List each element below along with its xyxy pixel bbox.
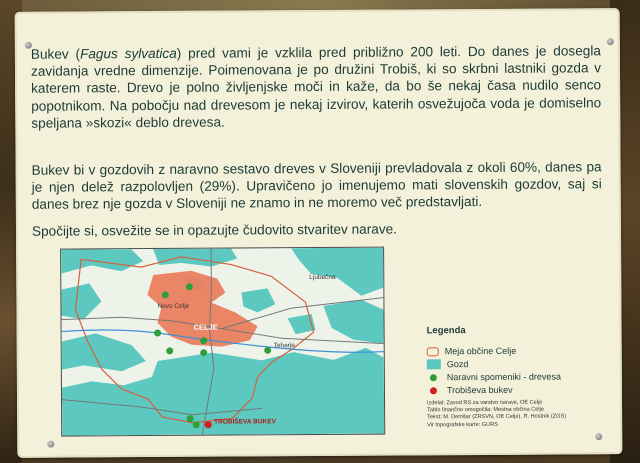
intro-paragraph bbox=[31, 42, 602, 131]
legend-item-monument-trees bbox=[427, 371, 561, 384]
screw-icon bbox=[595, 433, 602, 440]
screw-icon bbox=[607, 38, 614, 45]
closing-sentence: Spočijte si, osvežite se in opazujte čudovito stvaritev narave. bbox=[31, 221, 397, 239]
legend-item-trobiseva-bukev bbox=[427, 384, 513, 397]
beech-share-paragraph: Bukev bi v gozdovih z naravno sestavo dreves v Sloveniji prevladovala z okoli 60%, danes pa je njen delež razpolovljen (29%). Upravičeno jo imenujemo mati slovenskih gozdov, saj si danes brez nje gozda v Sloveniji ne znamo in ne moremo več predstavljati. bbox=[31, 159, 602, 213]
map-graphic bbox=[61, 248, 384, 436]
legend-item-border bbox=[427, 345, 517, 358]
red-dot-icon bbox=[430, 387, 437, 394]
legend-label: Naravni spomeniki - drevesa bbox=[446, 371, 561, 383]
legend-title: Legenda bbox=[426, 325, 466, 337]
map-label-trobiseva-bukev: TROBIŠEVA BUKEV bbox=[214, 418, 276, 426]
information-sign bbox=[15, 8, 623, 458]
legend-label: Meja občine Celje bbox=[444, 345, 517, 357]
map-label-ljubecna: Ljubečna bbox=[309, 273, 336, 282]
intro-text-start: Bukev ( bbox=[30, 46, 81, 62]
border-line-icon bbox=[427, 347, 439, 356]
green-dot-icon bbox=[430, 374, 437, 381]
legend-label: Gozd bbox=[446, 359, 469, 370]
forest-swatch-icon bbox=[427, 359, 441, 369]
credit-line: Tekst: M. Demšar (ZRSVN, OE Celje), R. Hostnik (ZGS) bbox=[427, 413, 567, 421]
legend-label: Trobiševa bukev bbox=[446, 384, 513, 396]
intro-text-rest: ) pred vami je vzklila pred približno 200 leti. Do danes je dosegla zavidanja vredne dimenzije. Poimenovana je po družini Trobiš, ki so skrbni lastniki gozda v katerem raste. Drevo je polno življenjske moči in kaže, da bo še nekaj časa nudilo senco popotnikom. Na pobočju nad drevesom je nekaj izvirov, katerih osvežujoča voda je domiselno speljana »skozi« deblo drevesa. bbox=[30, 43, 602, 131]
map-label-teharje: Teharje bbox=[273, 342, 296, 350]
location-map bbox=[60, 247, 385, 437]
credit-line: Izdelal: Zavod RS za varstvo narave, OE Celje bbox=[427, 399, 543, 407]
screw-icon bbox=[47, 441, 54, 448]
credits-block bbox=[427, 399, 627, 429]
legend-item-forest bbox=[427, 358, 469, 370]
map-label-celje: CELJE bbox=[193, 322, 218, 332]
latin-name: Fagus sylvatica bbox=[79, 45, 177, 62]
map-label-novo-celje: Novo Celje bbox=[157, 302, 190, 310]
credit-line: Tablo finančno omogočila: Mestna občina Celje bbox=[427, 406, 545, 414]
credit-line: Vir topografske karte: GURS bbox=[427, 421, 498, 428]
trobiseva-bukev-marker bbox=[205, 421, 212, 428]
map-legend bbox=[417, 324, 607, 396]
